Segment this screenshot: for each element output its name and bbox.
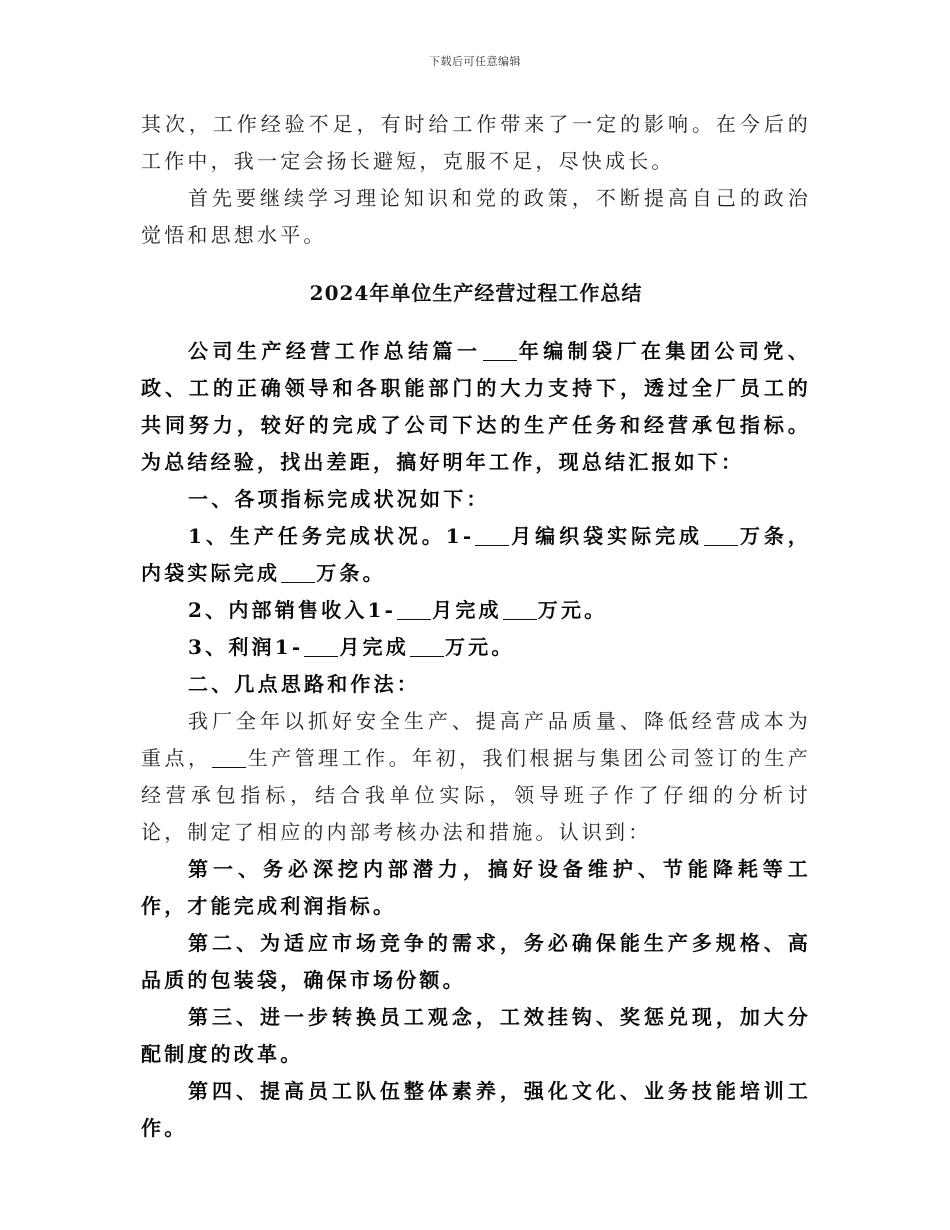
item-3-part-a: 3、利润1- [188, 635, 304, 659]
fill-blank [304, 655, 338, 657]
intro-paragraph-2: 首先要继续学习理论知识和党的政策，不断提高自己的政治觉悟和思想水平。 [141, 186, 811, 247]
section-two-heading: 二、几点思路和作法： [188, 672, 420, 696]
item-1-part-c: 万条，内袋实际完成 [141, 524, 812, 585]
item-production [141, 518, 811, 592]
fill-blank [397, 618, 431, 620]
section-one-heading: 一、各项指标完成状况如下： [188, 487, 490, 511]
item-2-part-a: 2、内部销售收入1- [188, 598, 397, 622]
item-1-part-d: 万条。 [316, 561, 386, 585]
intro-paragraph-1: 其次，工作经验不足，有时给工作带来了一定的影响。在今后的工作中，我一定会扬长避短，克服不足，尽快成长。 [141, 112, 811, 173]
item-1-part-a: 1、生产任务完成状况。1- [188, 524, 475, 548]
point-third: 第三、进一步转换员工观念，工效挂钩、奖惩兑现，加大分配制度的改革。 [141, 1005, 811, 1066]
document-title: 2024年单位生产经营过程工作总结 [309, 281, 643, 305]
fill-blank [281, 581, 315, 583]
approach-text-rest: 生产管理工作。年初，我们根据与集团公司签订的生产经营承包指标，结合我单位实际，领导班子作了仔细的分析讨论，制定了相应的内部考核办法和措施。认识到： [141, 746, 811, 844]
item-profit [141, 629, 811, 666]
item-sales [141, 592, 811, 629]
fill-blank [475, 544, 509, 546]
point-fourth: 第四、提高员工队伍整体素养，强化文化、业务技能培训工作。 [141, 1079, 811, 1140]
point-first: 第一、务必深挖内部潜力，搞好设备维护、节能降耗等工作，才能完成利润指标。 [141, 857, 811, 918]
fill-blank [503, 618, 537, 620]
download-note: 下载后可任意编辑 [429, 55, 521, 68]
fill-blank [212, 766, 246, 768]
item-3-part-b: 月完成 [339, 635, 409, 659]
item-3-part-c: 万元。 [444, 635, 515, 659]
summary-paragraph [141, 333, 811, 481]
item-1-part-b: 月编织袋实际完成 [510, 524, 704, 548]
fill-blank [483, 359, 517, 361]
document-body [141, 106, 811, 1147]
approach-paragraph [141, 703, 811, 851]
point-second: 第二、为适应市场竞争的需求，务必确保能生产多规格、高品质的包装袋，确保市场份额。 [141, 931, 811, 992]
item-2-part-c: 万元。 [537, 598, 608, 622]
fill-blank [704, 544, 738, 546]
summary-text-rest: 年编制袋厂在集团公司党、政、工的正确领导和各职能部门的大力支持下，透过全厂员工的共同努力，较好的完成了公司下达的生产任务和经营承包指标。为总结经验，找出差距，搞好明年工作，现总结汇报如下： [141, 339, 811, 474]
approach-text-start: 我厂全年以抓好安全生产、提高产品质量、降低经营成本为重点， [141, 709, 811, 770]
fill-blank [410, 655, 444, 657]
item-2-part-b: 月完成 [432, 598, 502, 622]
summary-text-start: 公司生产经营工作总结篇一 [188, 339, 482, 363]
